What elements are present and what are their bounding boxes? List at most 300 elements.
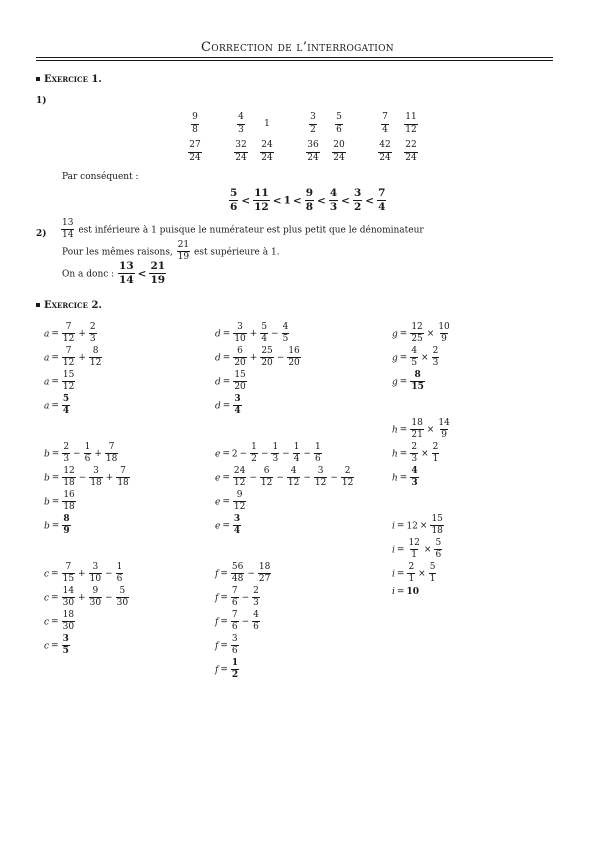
numerator: 5	[230, 187, 238, 199]
equation-line	[392, 443, 440, 465]
denominator: 14	[119, 274, 134, 287]
fraction	[234, 141, 247, 163]
numerator: 2	[408, 562, 415, 572]
numerator: 3	[234, 394, 241, 404]
fraction	[149, 261, 166, 286]
denominator: 2	[231, 670, 239, 681]
equation-line	[44, 635, 71, 657]
equals-sign: =	[396, 545, 405, 556]
equation-line	[215, 347, 302, 369]
equals-sign: =	[51, 449, 60, 460]
equation-line	[44, 587, 130, 609]
denominator: 6	[231, 646, 238, 657]
part-2-text: Pour les mêmes raisons,	[62, 247, 176, 258]
equation-line	[392, 371, 426, 393]
variable-name: d	[215, 353, 221, 364]
operator: −	[260, 449, 269, 460]
numerator: 2	[432, 442, 439, 452]
denominator: 18	[117, 478, 129, 489]
equals-sign: =	[222, 473, 230, 484]
variable-name: c	[44, 641, 50, 652]
numerator: 15	[62, 370, 75, 380]
equation-line	[392, 467, 420, 489]
fraction	[293, 443, 301, 465]
fraction	[258, 563, 271, 585]
numerator: 7	[231, 610, 238, 620]
denominator: 3	[63, 454, 70, 465]
equation-line	[44, 515, 72, 537]
variable-name: i	[392, 545, 395, 556]
fraction	[62, 347, 75, 369]
denominator: 18	[63, 478, 75, 489]
denominator: 24	[405, 152, 417, 163]
fraction	[432, 443, 440, 465]
denominator: 10	[234, 334, 246, 345]
fraction	[62, 443, 70, 465]
equation-line	[44, 611, 76, 633]
numerator: 7	[65, 346, 72, 356]
fraction	[314, 467, 327, 489]
operator: −	[105, 569, 113, 580]
denominator: 27	[258, 574, 271, 585]
denominator: 3	[411, 478, 418, 489]
denominator: 24	[307, 152, 319, 163]
numerator: 4	[411, 346, 418, 356]
denominator: 25	[411, 334, 423, 345]
fraction	[404, 141, 417, 163]
variable-name: h	[392, 449, 398, 460]
fraction	[62, 467, 75, 489]
fraction	[233, 467, 246, 489]
equals-sign: =	[222, 401, 231, 412]
equation-line	[44, 443, 119, 465]
fraction	[116, 563, 124, 585]
denominator: 5	[62, 646, 69, 657]
numerator: 1	[116, 562, 123, 572]
fraction	[105, 443, 118, 465]
variable-name: a	[44, 401, 50, 412]
fraction	[335, 113, 343, 135]
denominator: 12	[341, 478, 354, 489]
operator: −	[271, 329, 279, 340]
fraction	[410, 443, 418, 465]
numerator: 4	[329, 187, 338, 199]
denominator: 8	[305, 201, 313, 214]
equation-line	[215, 635, 240, 657]
operator: −	[276, 353, 285, 364]
table-column	[398, 110, 424, 166]
part-2-result	[117, 260, 167, 287]
denominator: 20	[261, 358, 273, 369]
part-2-statement	[60, 219, 424, 241]
fraction	[432, 347, 440, 369]
fraction	[429, 563, 437, 585]
equation-line	[44, 371, 76, 393]
equals-sign: =	[222, 353, 231, 364]
equals-sign: =	[222, 521, 230, 532]
fraction-comparison-table	[182, 110, 424, 166]
operator: −	[247, 569, 255, 580]
denominator: 12	[260, 478, 273, 489]
denominator: 12	[89, 358, 102, 369]
denominator: 24	[333, 152, 345, 163]
denominator: 24	[379, 152, 391, 163]
denominator: 3	[329, 201, 338, 214]
denominator: 3	[89, 334, 96, 345]
exercise-1-heading	[36, 74, 102, 85]
table-column	[182, 110, 208, 166]
variable-name: i	[392, 569, 395, 580]
variable-name: e	[215, 449, 221, 460]
denominator: 4	[261, 334, 268, 345]
equation-line	[44, 563, 124, 585]
equation-line	[392, 323, 452, 345]
denominator: 1	[408, 574, 415, 585]
numerator: 2	[411, 442, 418, 452]
variable-name: f	[215, 617, 219, 628]
denominator: 20	[288, 358, 300, 369]
operator: −	[73, 449, 81, 460]
operator: ×	[421, 449, 429, 460]
equals-sign: =	[51, 569, 59, 580]
numerator: 3	[237, 322, 243, 332]
numerator: 18	[62, 610, 75, 620]
equation-line	[215, 371, 248, 393]
operator: ×	[423, 545, 432, 556]
denominator: 6	[231, 622, 238, 633]
less-than: <	[292, 194, 302, 207]
variable-name: e	[215, 497, 221, 508]
operator: −	[249, 473, 257, 484]
fraction	[118, 261, 135, 286]
denominator: 4	[234, 406, 241, 417]
numerator: 11	[405, 112, 417, 123]
fraction	[62, 515, 70, 537]
numerator: 15	[431, 514, 443, 524]
equals-sign: =	[51, 617, 59, 628]
equation-line	[392, 587, 419, 597]
title-rule-thin	[36, 60, 553, 61]
table-cell	[377, 138, 392, 166]
integer-value: 1	[283, 194, 291, 207]
denominator: 3	[253, 598, 259, 609]
exercise-2-heading	[36, 300, 102, 311]
fraction	[233, 371, 246, 393]
denominator: 4	[293, 454, 300, 465]
fraction	[253, 188, 270, 213]
fraction	[378, 141, 391, 163]
numerator: 42	[379, 140, 391, 151]
operator: −	[303, 473, 311, 484]
fraction	[231, 635, 239, 657]
numerator: 7	[65, 322, 72, 332]
equation-line	[44, 395, 71, 417]
fraction	[252, 611, 260, 633]
numerator: 10	[438, 322, 450, 332]
numerator: 5	[435, 538, 442, 548]
operator: ×	[418, 569, 426, 580]
variable-name: f	[215, 593, 219, 604]
fraction	[410, 371, 425, 393]
part-2-text: est inférieure à 1 puisque le numérateur est plus petit que le dénominateur	[75, 225, 424, 236]
fraction	[188, 141, 201, 163]
consequence-text: Par conséquent :	[62, 172, 139, 182]
denominator: 18	[431, 526, 443, 537]
equals-sign: =	[222, 497, 230, 508]
numerator: 1	[315, 442, 321, 452]
numerator: 5	[62, 394, 70, 404]
operator: +	[249, 329, 258, 340]
denominator: 30	[89, 598, 102, 609]
fraction	[89, 587, 102, 609]
exercise-1-heading-text: Exercice 1.	[44, 74, 102, 85]
denominator: 3	[432, 358, 439, 369]
variable-name: a	[44, 329, 50, 340]
equals-sign: =	[51, 377, 59, 388]
numerator: 18	[411, 418, 423, 428]
numerator: 2	[344, 466, 351, 476]
numerator: 3	[353, 187, 362, 199]
fraction	[260, 323, 268, 345]
numerator: 18	[258, 562, 271, 572]
operator: +	[78, 329, 86, 340]
numerator: 4	[411, 466, 418, 476]
operator: ×	[421, 353, 429, 364]
part-2-text: est supérieure à 1.	[191, 247, 280, 258]
equals-sign: =	[396, 587, 405, 597]
equation-line	[392, 347, 440, 369]
operator: +	[249, 353, 258, 364]
variable-name: f	[215, 665, 219, 676]
denominator: 12	[233, 478, 246, 489]
denominator: 24	[189, 152, 201, 163]
numerator: 7	[108, 442, 115, 452]
denominator: 2	[310, 124, 316, 135]
numerator: 13	[119, 260, 134, 272]
inequality-chain	[228, 188, 387, 213]
fraction	[233, 323, 246, 345]
denominator: 2	[251, 454, 257, 465]
denominator: 14	[62, 230, 74, 241]
denominator: 12	[287, 478, 300, 489]
equals-sign: =	[51, 497, 60, 508]
equation-line	[215, 659, 240, 681]
numerator: 6	[237, 346, 243, 356]
fraction	[430, 515, 443, 537]
equals-sign: =	[220, 617, 228, 628]
numerator: 24	[233, 466, 246, 476]
denominator: 1	[411, 550, 418, 561]
fraction	[410, 419, 423, 441]
numerator: 20	[333, 140, 345, 151]
fraction	[62, 563, 75, 585]
fraction	[116, 587, 129, 609]
fraction	[377, 188, 386, 213]
operator: −	[282, 449, 290, 460]
numerator: 2	[253, 586, 259, 596]
fraction	[287, 347, 300, 369]
operator: +	[78, 569, 86, 580]
numerator: 3	[231, 634, 238, 644]
integer-value: 12	[406, 521, 418, 532]
variable-name: c	[44, 593, 50, 604]
numerator: 6	[263, 466, 270, 476]
fraction	[177, 241, 190, 263]
denominator: 6	[435, 550, 442, 561]
part-1-label: 1)	[36, 96, 47, 106]
fraction	[437, 419, 450, 441]
equals-sign: =	[51, 641, 59, 652]
operator: −	[241, 593, 250, 604]
denominator: 12	[254, 201, 269, 214]
operator: −	[276, 473, 284, 484]
equation-line	[392, 539, 443, 561]
operator: +	[94, 449, 102, 460]
table-cell	[233, 138, 248, 166]
numerator: 25	[261, 346, 273, 356]
denominator: 15	[62, 574, 75, 585]
denominator: 30	[116, 598, 129, 609]
numerator: 4	[290, 466, 297, 476]
fraction	[231, 611, 239, 633]
denominator: 1	[429, 574, 436, 585]
equals-sign: =	[51, 401, 59, 412]
numerator: 4	[238, 112, 244, 123]
fraction	[305, 188, 314, 213]
equation-line	[215, 587, 261, 609]
variable-name: e	[215, 521, 221, 532]
page-title: Correction de l’interrogation	[201, 40, 394, 55]
fraction	[410, 347, 418, 369]
equals-sign: =	[396, 521, 405, 532]
numerator: 5	[261, 322, 268, 332]
fraction	[381, 113, 389, 135]
operator: −	[78, 473, 87, 484]
numerator: 3	[317, 466, 324, 476]
denominator: 6	[336, 124, 342, 135]
table-cell	[236, 110, 246, 138]
equals-sign: =	[399, 329, 408, 340]
denominator: 19	[150, 274, 166, 287]
variable-name: d	[215, 329, 221, 340]
operator: −	[303, 449, 311, 460]
table-column	[372, 110, 398, 166]
fraction	[89, 467, 102, 489]
fraction	[260, 141, 273, 163]
fraction	[62, 611, 75, 633]
fraction	[233, 491, 246, 513]
table-cell	[305, 138, 320, 166]
denominator: 6	[231, 598, 238, 609]
operator: ×	[426, 425, 435, 436]
numerator: 3	[62, 634, 69, 644]
table-column	[254, 110, 280, 166]
equation-line	[44, 491, 77, 513]
numerator: 5	[119, 586, 126, 596]
numerator: 22	[405, 140, 417, 151]
table-cell	[403, 110, 418, 138]
fraction	[287, 467, 300, 489]
equation-line	[215, 467, 355, 489]
less-than: <	[341, 194, 350, 207]
denominator: 5	[411, 358, 418, 369]
operator: −	[330, 473, 338, 484]
square-bullet-icon	[36, 303, 40, 307]
numerator: 7	[382, 112, 388, 123]
numerator: 2	[89, 322, 96, 332]
variable-name: c	[44, 569, 50, 580]
less-than: <	[272, 194, 282, 207]
variable-name: b	[44, 521, 50, 532]
table-cell	[190, 110, 200, 138]
equals-sign: =	[222, 329, 231, 340]
title-rule-thick	[36, 57, 553, 58]
fraction	[407, 563, 415, 585]
equation-line	[215, 611, 261, 633]
numerator: 1	[272, 442, 279, 452]
numerator: 1	[251, 442, 257, 452]
integer-value: 10	[406, 587, 419, 597]
fraction	[229, 188, 238, 213]
operator: +	[78, 353, 86, 364]
variable-name: d	[215, 401, 221, 412]
numerator: 5	[429, 562, 436, 572]
equation-line	[392, 563, 437, 585]
numerator: 36	[307, 140, 319, 151]
denominator: 3	[411, 454, 418, 465]
variable-name: d	[215, 377, 221, 388]
denominator: 48	[231, 574, 244, 585]
fraction	[233, 395, 241, 417]
variable-name: g	[392, 329, 398, 340]
table-column	[326, 110, 352, 166]
equals-sign: =	[51, 593, 59, 604]
variable-name: b	[44, 497, 50, 508]
equation-line	[392, 419, 452, 441]
equals-sign: =	[51, 473, 60, 484]
numerator: 12	[411, 322, 423, 332]
equals-sign: =	[51, 329, 59, 340]
fraction	[434, 539, 442, 561]
equals-sign: =	[222, 377, 231, 388]
fraction	[233, 347, 246, 369]
numerator: 3	[93, 466, 99, 476]
numerator: 8	[92, 346, 99, 356]
denominator: 9	[441, 334, 447, 345]
fraction	[89, 563, 102, 585]
denominator: 3	[238, 124, 244, 135]
fraction	[231, 563, 244, 585]
table-column	[228, 110, 254, 166]
denominator: 20	[234, 358, 246, 369]
fraction	[341, 467, 354, 489]
numerator: 13	[62, 218, 74, 228]
numerator: 2	[432, 346, 439, 356]
numerator: 27	[189, 140, 201, 151]
variable-name: i	[392, 521, 395, 532]
fraction	[410, 467, 418, 489]
numerator: 12	[408, 538, 420, 548]
denominator: 18	[105, 454, 118, 465]
equals-sign: =	[222, 449, 230, 460]
denominator: 6	[84, 454, 91, 465]
denominator: 18	[63, 502, 75, 513]
equation-line	[215, 563, 272, 585]
fraction	[191, 113, 199, 135]
fraction	[62, 587, 75, 609]
equals-sign: =	[399, 377, 408, 388]
variable-name: f	[215, 569, 219, 580]
